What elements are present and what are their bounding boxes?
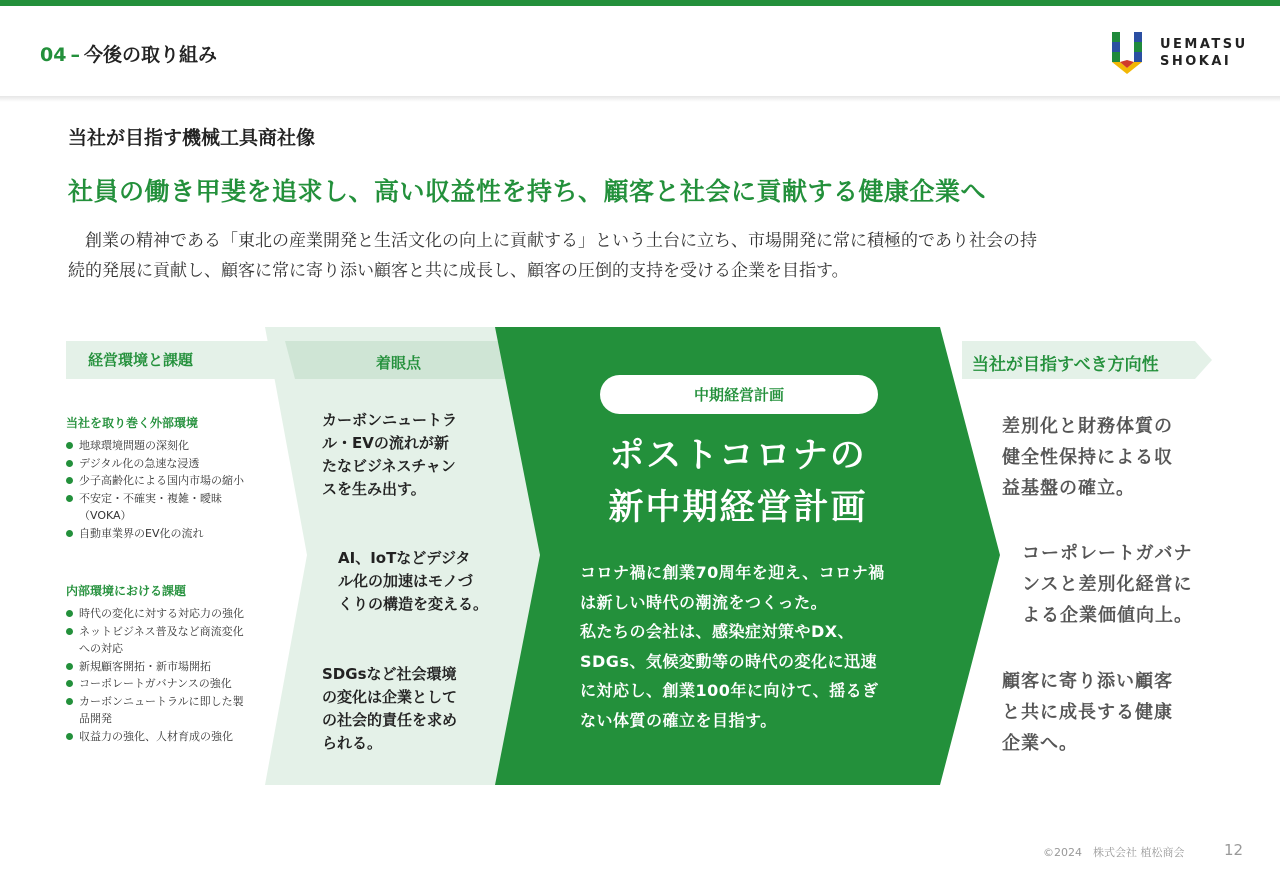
page-number: 12 [1224, 841, 1244, 859]
list-item: 不安定・不確実・複雑・曖昧 （VOKA） [66, 490, 244, 525]
internal-issues-list [66, 582, 244, 745]
bullet-icon [66, 477, 73, 484]
copyright-text: ©2024 株式会社 植松商会 [1043, 846, 1185, 859]
plan-body-line: コロナ禍に創業70周年を迎え、コロナ禍 [580, 563, 885, 582]
plan-title-line: 新中期経営計画 [608, 488, 868, 528]
logo-text-line2: SHOKAI [1160, 54, 1232, 69]
external-environment-list [66, 414, 244, 542]
bullet-icon [66, 530, 73, 537]
list-item: 少子高齢化による国内市場の縮小 [66, 472, 244, 490]
list-item: ネットビジネス普及など商流変化 への対応 [66, 623, 244, 658]
section-number: 04 [40, 44, 67, 66]
bullet-icon [66, 698, 73, 705]
bullet-icon [66, 610, 73, 617]
section-title-text: 今後の取り組み [83, 44, 217, 66]
bullet-icon [66, 680, 73, 687]
plan-body-line: SDGs、気候変動等の時代の変化に迅速 [580, 651, 877, 671]
plan-body-line: 私たちの会社は、感染症対策やDX、 [580, 622, 855, 641]
direction-customer: 顧客に寄り添い顧客 と共に成長する健康 企業へ。 [1002, 671, 1173, 754]
intro-line: 続的発展に貢献し、顧客に常に寄り添い顧客と共に成長し、顧客の圧倒的支持を受ける企業を目指す。 [68, 261, 849, 281]
section-dash: – [70, 44, 80, 66]
focus-point-carbon: カーボンニュートラ ル・EVの流れが新 たなビジネスチャン スを生み出す。 [322, 411, 458, 498]
bullet-icon [66, 495, 73, 502]
bullet-icon [66, 663, 73, 670]
list-item: デジタル化の急速な浸透 [66, 455, 244, 473]
intro-line: 創業の精神である「東北の産業開発と生活文化の向上に貢献する」という土台に立ち、市場開発に常に積極的であり社会の持 [68, 231, 1037, 251]
direction-financial: 差別化と財務体質の 健全性保持による収 益基盤の確立。 [1002, 416, 1173, 499]
band-focus-label: 着眼点 [376, 354, 422, 372]
direction-governance: コーポレートガバナ ンスと差別化経営に よる企業価値向上。 [1022, 543, 1193, 626]
plan-title [568, 430, 908, 534]
internal-issues-title: 内部環境における課題 [66, 584, 187, 598]
list-item: 時代の変化に対する対応力の強化 [66, 605, 244, 623]
band-direction-label: 当社が目指すべき方向性 [972, 355, 1159, 375]
plan-body-line: に対応し、創業100年に向けて、揺るぎ [580, 681, 879, 700]
focus-point-sdgs: SDGsなど社会環境 の変化は企業として の社会的責任を求め られる。 [322, 665, 458, 752]
list-item: コーポレートガバナンスの強化 [66, 675, 244, 693]
plan-body-line: ない体質の確立を目指す。 [580, 710, 777, 730]
plan-body-line: は新しい時代の潮流をつくった。 [580, 592, 828, 612]
list-item: 地球環境問題の深刻化 [66, 437, 244, 455]
bullet-icon [66, 442, 73, 449]
bullet-icon [66, 733, 73, 740]
page-headline: 社員の働き甲斐を追求し、高い収益性を持ち、顧客と社会に貢献する健康企業へ [68, 177, 987, 206]
bullet-icon [66, 628, 73, 635]
plan-title-line: ポストコロナの [609, 436, 867, 476]
plan-description [580, 558, 885, 735]
list-item: カーボンニュートラルに即した製 品開発 [66, 693, 244, 728]
bullet-icon [66, 460, 73, 467]
external-environment-title: 当社を取り巻く外部環境 [66, 416, 199, 430]
logo-text-line1: UEMATSU [1160, 37, 1248, 52]
list-item: 収益力の強化、人材育成の強化 [66, 728, 244, 746]
list-item: 自動車業界のEV化の流れ [66, 525, 244, 543]
page-subtitle: 当社が目指す機械工具商社像 [68, 127, 316, 149]
plan-pill-label: 中期経営計画 [600, 375, 878, 414]
band-environment-label: 経営環境と課題 [88, 351, 194, 369]
list-item: 新規顧客開拓・新市場開拓 [66, 658, 244, 676]
focus-point-digital: AI、IoTなどデジタ ル化の加速はモノづ くりの構造を変える。 [338, 549, 489, 613]
